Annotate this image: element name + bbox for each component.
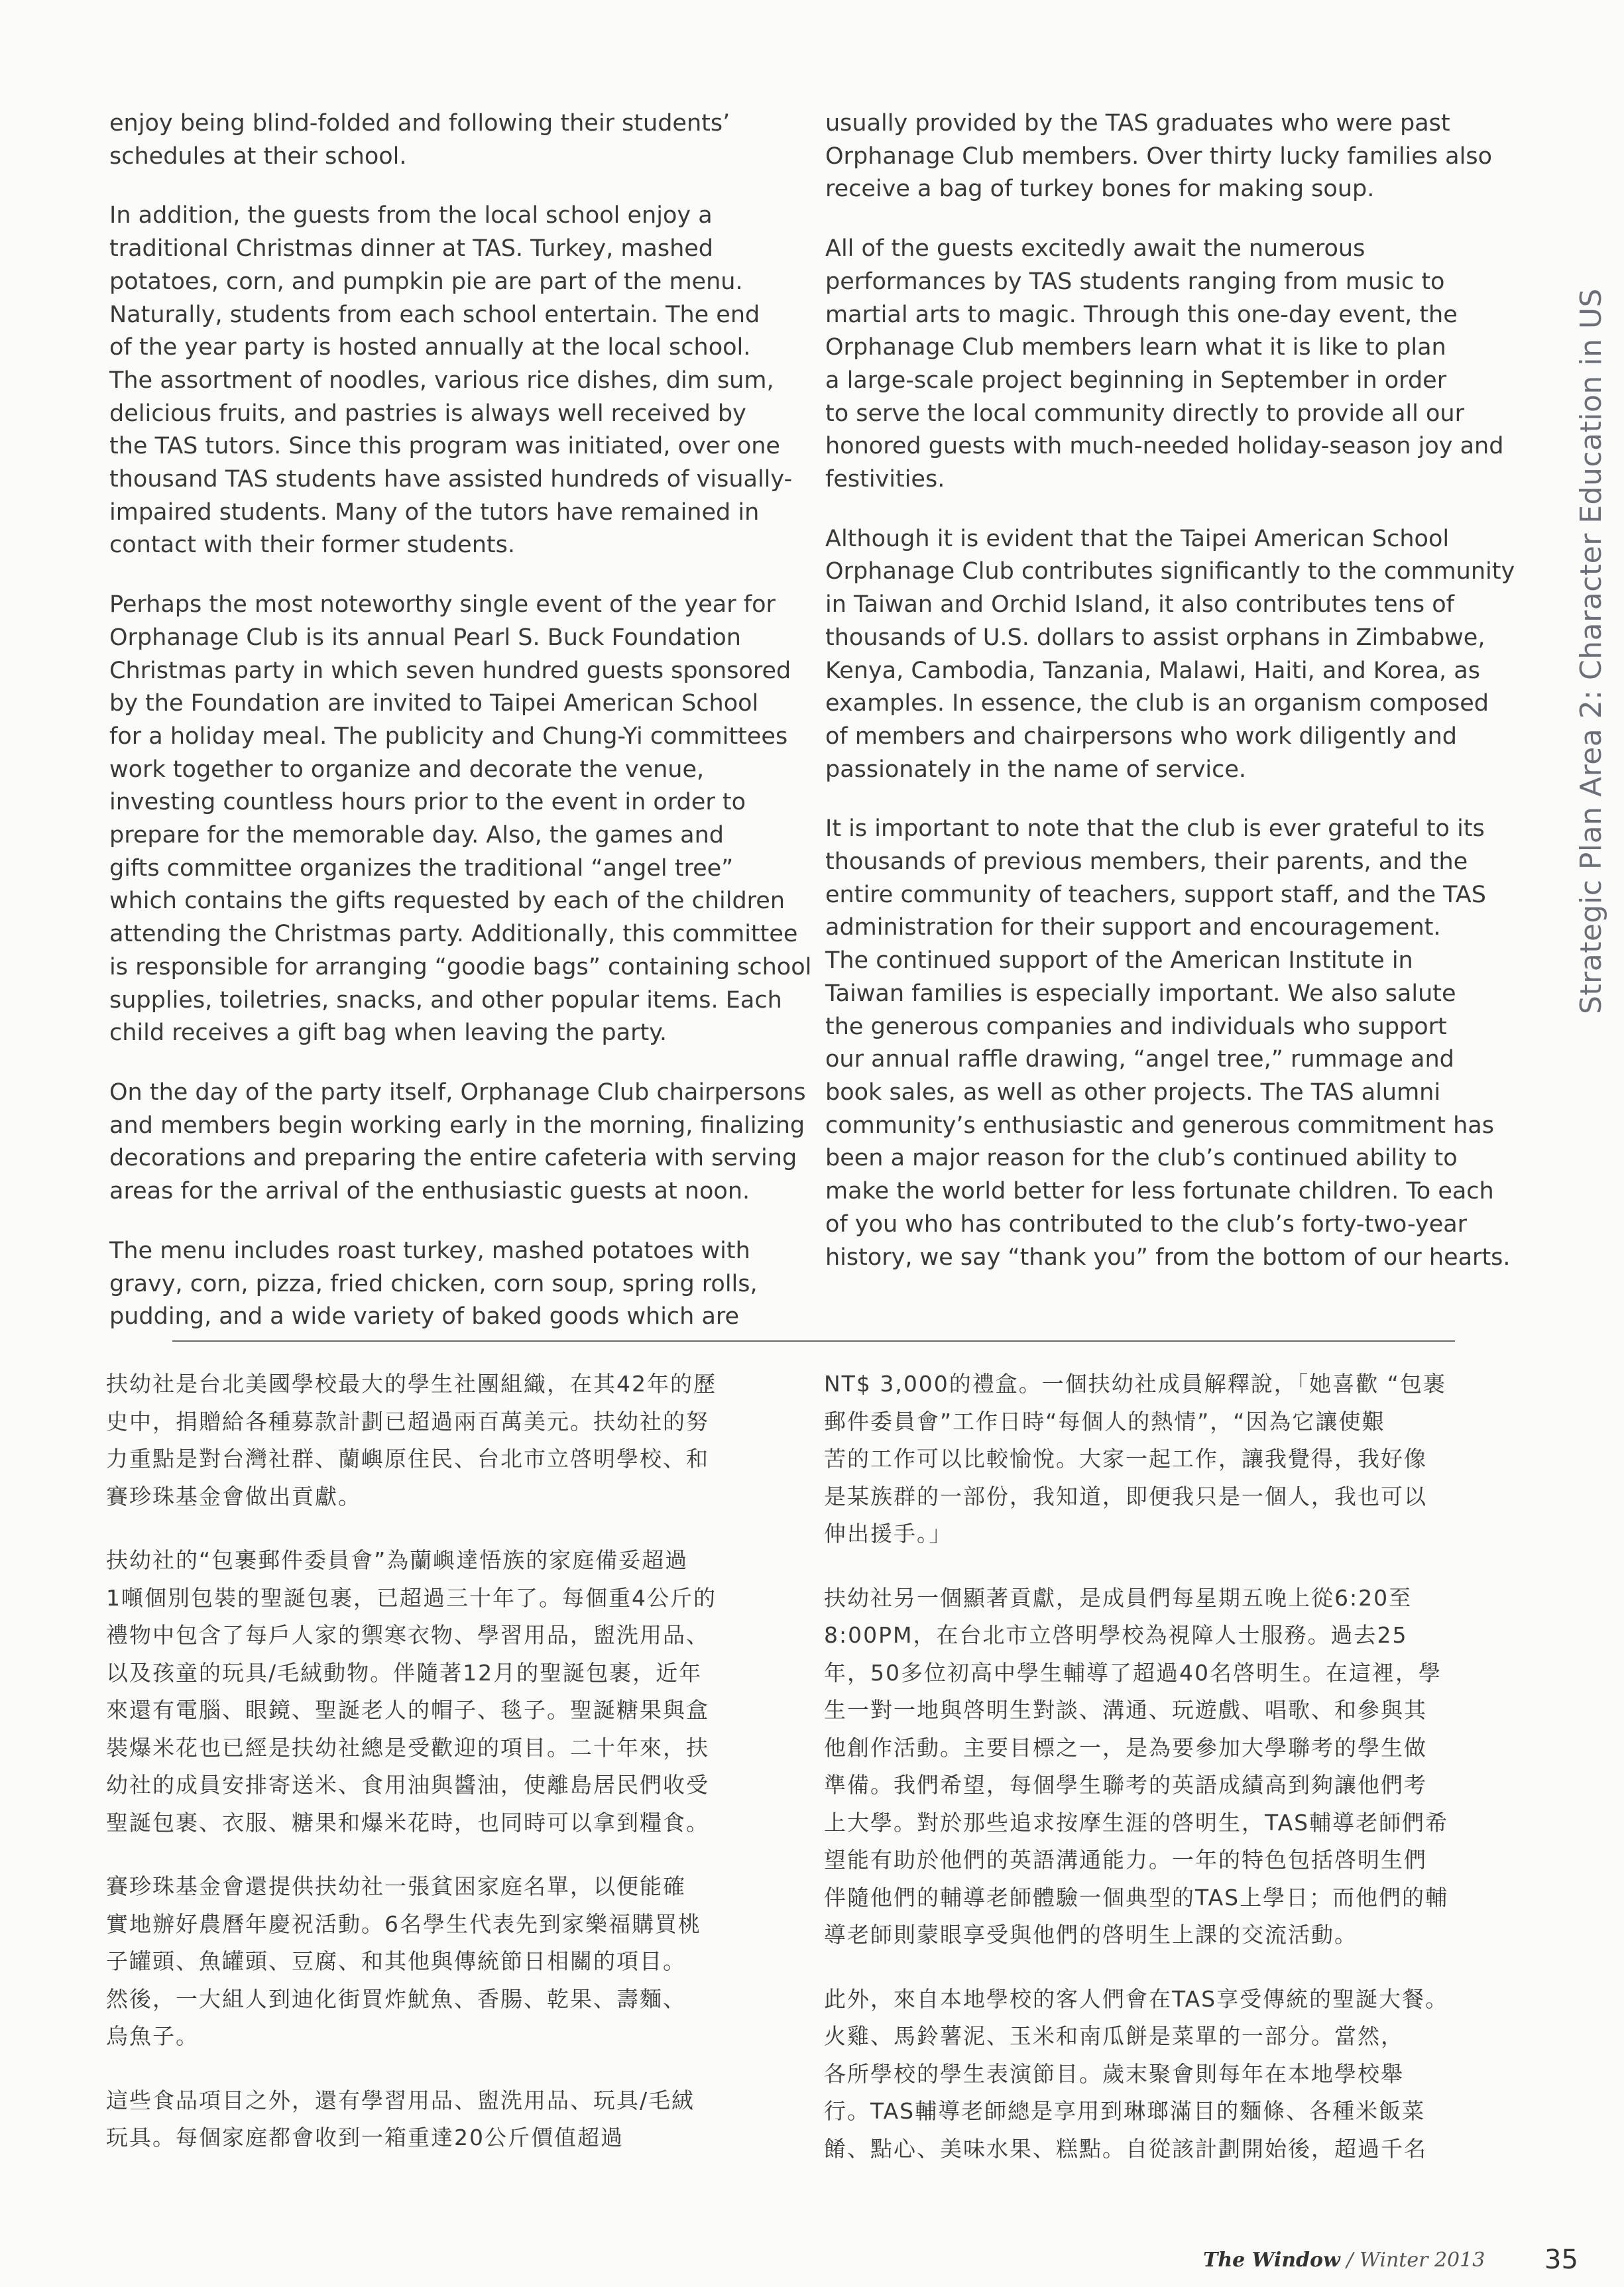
text-line: 史中，捐贈給各種募款計劃已超過兩百萬美元。扶幼社的努 xyxy=(106,1408,709,1435)
text-line: administration for their support and encouragement. xyxy=(825,914,1441,941)
text-line: 上大學。對於那些追求按摩生涯的啓明生，TAS輔導老師們希 xyxy=(824,1809,1449,1836)
text-line: The continued support of the American Institute in xyxy=(825,947,1413,974)
chinese-right-column xyxy=(824,1366,1500,2194)
text-line: a large-scale project beginning in September in order xyxy=(825,367,1447,394)
text-line: 以及孩童的玩具/毛絨動物。伴隨著12月的聖誕包裹，近年 xyxy=(106,1659,703,1686)
text-line: book sales, as well as other projects. The TAS alumni xyxy=(825,1079,1441,1106)
text-line: 準備。我們希望，每個學生聯考的英語成績高到夠讓他們考 xyxy=(824,1772,1427,1798)
text-line: 郵件委員會”工作日時“每個人的熱情”，“因為它讓使艱 xyxy=(824,1408,1385,1435)
text-line: 烏魚子。 xyxy=(106,2023,199,2049)
paragraph xyxy=(825,813,1515,1274)
text-line: delicious fruits, and pastries is always well received by xyxy=(109,400,746,427)
paragraph xyxy=(824,1366,1500,1553)
text-line: in Taiwan and Orchid Island, it also contributes tens of xyxy=(825,591,1454,618)
text-line: entire community of teachers, support staff, and the TAS xyxy=(825,881,1486,908)
paragraph xyxy=(109,1077,806,1208)
text-line: examples. In essence, the club is an organism composed xyxy=(825,690,1489,717)
text-line: usually provided by the TAS graduates who were past xyxy=(825,110,1450,137)
text-line: history, we say “thank you” from the bottom of our hearts. xyxy=(825,1244,1511,1271)
section-divider xyxy=(172,1340,1455,1342)
text-line: festivities. xyxy=(825,466,945,493)
text-line: 力重點是對台灣社群、蘭嶼原住民、台北市立啓明學校、和 xyxy=(106,1446,709,1472)
text-line: In addition, the guests from the local school enjoy a xyxy=(109,202,713,229)
paragraph xyxy=(824,1981,1500,2168)
text-line: areas for the arrival of the enthusiastic guests at noon. xyxy=(109,1178,750,1205)
text-line: 生一對一地與啓明生對談、溝通、玩遊戲、唱歌、和參與其 xyxy=(824,1697,1427,1723)
text-line: for a holiday meal. The publicity and Chung-Yi committees xyxy=(109,723,788,750)
text-line: which contains the gifts requested by each of the children xyxy=(109,888,785,915)
text-line: 裝爆米花也已經是扶幼社總是受歡迎的項目。二十年來，扶 xyxy=(106,1734,709,1761)
footer-separator: / xyxy=(1340,2249,1360,2272)
publication-issue: Winter 2013 xyxy=(1360,2249,1485,2272)
paragraph xyxy=(109,200,799,562)
paragraph xyxy=(825,233,1515,497)
text-line: NT$ 3,000的禮盒。一個扶幼社成員解釋說，「她喜歡 “包裹 xyxy=(824,1371,1446,1397)
text-line: supplies, toiletries, snacks, and other popular items. Each xyxy=(109,986,782,1014)
text-line: 望能有助於他們的英語溝通能力。一年的特色包括啓明生們 xyxy=(824,1847,1427,1873)
text-line: receive a bag of turkey bones for making soup. xyxy=(825,176,1375,203)
text-line: 各所學校的學生表演節目。歲末聚會則每年在本地學校舉 xyxy=(824,2060,1404,2087)
text-line: 禮物中包含了每戶人家的禦寒衣物、學習用品，盥洗用品、 xyxy=(106,1622,709,1648)
text-line: prepare for the memorable day. Also, the games and xyxy=(109,822,724,849)
text-line: traditional Christmas dinner at TAS. Turkey, mashed xyxy=(109,235,714,263)
english-right-column xyxy=(825,107,1515,1301)
english-left-column xyxy=(109,107,812,1360)
text-line: our annual raffle drawing, “angel tree,” rummage and xyxy=(825,1046,1454,1073)
paragraph xyxy=(109,1235,799,1334)
text-line: community’s enthusiastic and generous commitment has xyxy=(825,1112,1494,1139)
text-line: of the year party is hosted annually at the local school. xyxy=(109,334,751,361)
text-line: 這些食品項目之外，還有學習用品、盥洗用品、玩具/毛絨 xyxy=(106,2087,695,2113)
text-line: 賽珍珠基金會做出貢獻。 xyxy=(106,1483,361,1509)
text-line: of you who has contributed to the club’s forty-two-year xyxy=(825,1210,1468,1238)
text-line: 他創作活動。主要目標之一，是為要參加大學聯考的學生做 xyxy=(824,1734,1427,1761)
text-line: Perhaps the most noteworthy single event of the year for xyxy=(109,591,776,618)
text-line: thousands of U.S. dollars to assist orphans in Zimbabwe, xyxy=(825,624,1485,651)
text-line: All of the guests excitedly await the numerous xyxy=(825,235,1365,263)
text-line: decorations and preparing the entire cafeteria with serving xyxy=(109,1145,797,1172)
text-line: It is important to note that the club is ever grateful to its xyxy=(825,815,1485,843)
text-line: Kenya, Cambodia, Tanzania, Malawi, Haiti, and Korea, as xyxy=(825,657,1480,684)
text-line: The menu includes roast turkey, mashed potatoes with xyxy=(109,1237,750,1264)
text-line: contact with their former students. xyxy=(109,532,515,559)
footer-publication xyxy=(1203,2249,1485,2272)
text-line: 扶幼社是台北美國學校最大的學生社團組織，在其42年的歷 xyxy=(106,1371,717,1397)
text-line: attending the Christmas party. Additionally, this committee xyxy=(109,921,798,948)
page-number: 35 xyxy=(1544,2245,1578,2275)
text-line: 苦的工作可以比較愉悅。大家一起工作，讓我覺得，我好像 xyxy=(824,1446,1427,1472)
text-line: Although it is evident that the Taipei American School xyxy=(825,525,1450,552)
text-line: 年，50多位初高中學生輔導了超過40名啓明生。在這裡，學 xyxy=(824,1659,1442,1686)
text-line: Naturally, students from each school entertain. The end xyxy=(109,301,760,328)
text-line: On the day of the party itself, Orphanage Club chairpersons xyxy=(109,1079,806,1106)
text-line: Orphanage Club contributes significantly to the community xyxy=(825,558,1515,585)
text-line: 導老師則蒙眼享受與他們的啓明生上課的交流活動。 xyxy=(824,1922,1358,1948)
text-line: 伴隨他們的輔導老師體驗一個典型的TAS上學日；而他們的輔 xyxy=(824,1884,1449,1910)
text-line: Taiwan families is especially important. We also salute xyxy=(825,980,1456,1007)
text-line: 來還有電腦、眼鏡、聖誕老人的帽子、毯子。聖誕糖果與盒 xyxy=(106,1697,709,1723)
text-line: pudding, and a wide variety of baked goods which are xyxy=(109,1303,740,1330)
text-line: and members begin working early in the morning, finalizing xyxy=(109,1112,805,1139)
text-line: 伸出援手。」 xyxy=(824,1521,953,1547)
text-line: impaired students. Many of the tutors have remained in xyxy=(109,498,760,526)
text-line: The assortment of noodles, various rice dishes, dim sum, xyxy=(109,367,774,394)
text-line: 聖誕包裹、衣服、糖果和爆米花時，也同時可以拿到糧食。 xyxy=(106,1809,709,1836)
text-line: schedules at their school. xyxy=(109,143,407,170)
text-line: the TAS tutors. Since this program was initiated, over one xyxy=(109,433,780,460)
text-line: 餚、點心、美味水果、糕點。自從該計劃開始後，超過千名 xyxy=(824,2135,1427,2162)
text-line: Orphanage Club members. Over thirty lucky families also xyxy=(825,143,1492,170)
text-line: Orphanage Club members learn what it is like to plan xyxy=(825,334,1446,361)
text-line: 1噸個別包裝的聖誕包裹，已超過三十年了。每個重4公斤的 xyxy=(106,1584,717,1611)
text-line: thousands of previous members, their parents, and the xyxy=(825,849,1468,876)
text-line: 扶幼社的“包裹郵件委員會”為蘭嶼達悟族的家庭備妥超過 xyxy=(106,1547,689,1573)
text-line: gifts committee organizes the traditional “angel tree” xyxy=(109,854,734,882)
text-line: of members and chairpersons who work diligently and xyxy=(825,723,1457,750)
text-line: 8:00PM，在台北市立啓明學校為視障人士服務。過去25 xyxy=(824,1622,1408,1648)
text-line: 實地辦好農曆年慶祝活動。6名學生代表先到家樂福購買桃 xyxy=(106,1910,701,1937)
chinese-left-column xyxy=(106,1366,782,2184)
text-line: 此外，來自本地學校的客人們會在TAS享受傳統的聖誕大餐。 xyxy=(824,1985,1449,2012)
paragraph xyxy=(106,2082,782,2157)
text-line: 然後，一大組人到迪化街買炸魷魚、香腸、乾果、壽麵、 xyxy=(106,1985,686,2012)
text-line: enjoy being blind-folded and following their students’ xyxy=(109,110,730,137)
paragraph xyxy=(109,589,812,1050)
text-line: performances by TAS students ranging from music to xyxy=(825,268,1445,295)
text-line: 玩具。每個家庭都會收到一箱重達20公斤價值超過 xyxy=(106,2125,624,2150)
publication-name: The Window xyxy=(1203,2249,1340,2272)
paragraph xyxy=(824,1580,1500,1954)
text-line: work together to organize and decorate the venue, xyxy=(109,756,705,783)
text-line: 火雞、馬鈴薯泥、玉米和南瓜餅是菜單的一部分。當然， xyxy=(824,2023,1404,2049)
text-line: martial arts to magic. Through this one-day event, the xyxy=(825,301,1458,328)
paragraph xyxy=(825,107,1515,206)
text-line: 行。TAS輔導老師總是享用到琳瑯滿目的麵條、各種米飯菜 xyxy=(824,2098,1426,2124)
text-line: child receives a gift bag when leaving the party. xyxy=(109,1020,667,1047)
text-line: 幼社的成員安排寄送米、食用油與醬油，使離島居民們收受 xyxy=(106,1772,709,1798)
paragraph xyxy=(106,1868,782,2056)
text-line: passionately in the name of service. xyxy=(825,756,1247,783)
paragraph xyxy=(106,1366,782,1515)
text-line: been a major reason for the club’s continued ability to xyxy=(825,1145,1458,1172)
text-line: honored guests with much-needed holiday-season joy and xyxy=(825,433,1504,460)
text-line: to serve the local community directly to provide all our xyxy=(825,400,1464,427)
paragraph xyxy=(825,523,1515,787)
text-line: 賽珍珠基金會還提供扶幼社一張貧困家庭名單，以便能確 xyxy=(106,1873,686,1899)
text-line: make the world better for less fortunate children. To each xyxy=(825,1178,1494,1205)
text-line: by the Foundation are invited to Taipei American School xyxy=(109,690,759,717)
text-line: Christmas party in which seven hundred guests sponsored xyxy=(109,657,791,684)
text-line: thousand TAS students have assisted hundreds of visually- xyxy=(109,466,793,493)
text-line: Orphanage Club is its annual Pearl S. Buck Foundation xyxy=(109,624,741,651)
text-line: 是某族群的一部份，我知道，即便我只是一個人，我也可以 xyxy=(824,1483,1427,1509)
paragraph xyxy=(106,1542,782,1842)
text-line: 子罐頭、魚罐頭、豆腐、和其他與傳統節日相關的項目。 xyxy=(106,1948,686,1974)
text-line: gravy, corn, pizza, fried chicken, corn soup, spring rolls, xyxy=(109,1270,758,1297)
text-line: the generous companies and individuals who support xyxy=(825,1013,1447,1040)
text-line: potatoes, corn, and pumpkin pie are part of the menu. xyxy=(109,268,743,295)
side-section-label: Strategic Plan Area 2: Character Education in US xyxy=(1574,288,1608,1014)
paragraph xyxy=(109,107,799,173)
text-line: investing countless hours prior to the event in order to xyxy=(109,789,746,816)
text-line: 扶幼社另一個顯著貢獻，是成員們每星期五晚上從6:20至 xyxy=(824,1584,1413,1611)
text-line: is responsible for arranging “goodie bags” containing school xyxy=(109,953,812,980)
